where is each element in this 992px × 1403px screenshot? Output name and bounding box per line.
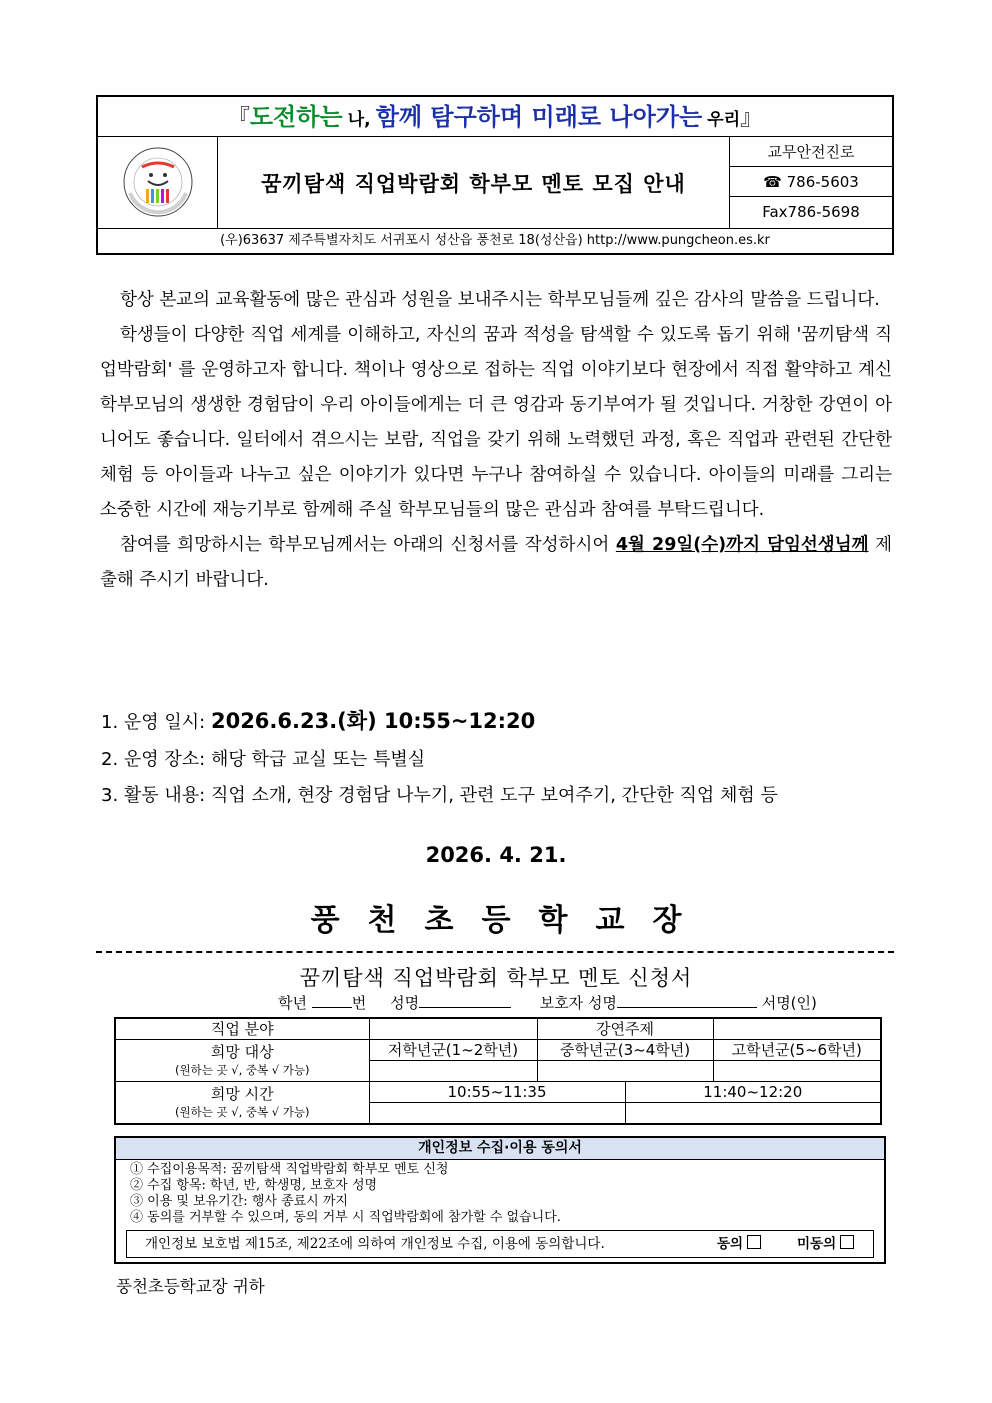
info-location: 2. 운영 장소: 해당 학급 교실 또는 특별실: [101, 749, 426, 770]
department: 교무안전진로: [730, 137, 892, 167]
addressee: 풍천초등학교장 귀하: [116, 1277, 265, 1296]
time-slot-1-check[interactable]: [369, 1103, 625, 1125]
school-logo-icon: [98, 137, 218, 228]
group-low-label: 저학년군(1~2학년): [369, 1040, 537, 1061]
disagree-option: 미동의: [797, 1231, 854, 1257]
privacy-consent: [114, 1136, 886, 1264]
group-low-check[interactable]: [369, 1061, 537, 1082]
school-address: (우)63637 제주특별자치도 서귀포시 성산읍 풍천로 18(성산읍) http://www.pungcheon.es.kr: [98, 228, 892, 253]
lecture-topic-label: 강연주제: [537, 1018, 713, 1040]
schedule-datetime: 2026.6.23.(화) 10:55~12:20: [210, 709, 536, 733]
consent-statement: 개인정보 보호법 제15조, 제22조에 의하여 개인정보 수집, 이용에 동의합니다.: [145, 1236, 605, 1252]
contact-info: [730, 137, 892, 228]
slogan-part-2: 나,: [347, 110, 371, 130]
consent-item: ④ 동의를 거부할 수 있으며, 동의 거부 시 직업박람회에 참가할 수 없습니다.: [130, 1210, 561, 1225]
time-slot-1-label: 10:55~11:35: [369, 1082, 625, 1103]
agree-option: 동의: [717, 1231, 761, 1257]
slogan-part-1: 도전하는: [249, 103, 343, 131]
school-slogan: 『도전하는 나, 함께 탐구하며 미래로 나아가는 우리』: [98, 97, 892, 137]
consent-item: ③ 이용 및 보유기간: 행사 종료시 까지: [130, 1194, 348, 1209]
form-fields: 학년 번 성명 보호자 성명 서명(인): [278, 994, 817, 1012]
consent-items: [130, 1162, 561, 1226]
document-date: 2026. 4. 21.: [425, 843, 567, 867]
job-field-label: 직업 분야: [115, 1018, 369, 1040]
group-high-check[interactable]: [713, 1061, 881, 1082]
document-title: 꿈끼탐색 직업박람회 학부모 멘토 모집 안내: [218, 137, 730, 228]
disagree-checkbox[interactable]: [840, 1235, 854, 1249]
school-logo: [98, 137, 218, 228]
phone-number: ☎ 786-5603: [730, 167, 892, 197]
time-slot-2-label: 11:40~12:20: [625, 1082, 881, 1103]
fax-number: Fax786-5698: [762, 203, 860, 221]
consent-item: ① 수집이용목적: 꿈끼탐색 직업박람회 학부모 멘토 신청: [130, 1162, 449, 1177]
deadline: 4월 29일(수)까지 담임선생님께: [615, 535, 869, 555]
guardian-name-field[interactable]: [617, 993, 757, 1008]
consent-statement-box: [126, 1230, 874, 1258]
principal-title: 풍천초등학교장: [310, 903, 710, 938]
paragraph-greeting: 항상 본교의 교육활동에 많은 관심과 성원을 보내주시는 학부모님들께 깊은 감사의 말씀을 드립니다.: [120, 290, 880, 310]
time-label: 희망 시간 (원하는 곳 √, 중복 √ 가능): [115, 1082, 369, 1125]
group-mid-check[interactable]: [537, 1061, 713, 1082]
paragraph-purpose: 학생들이 다양한 직업 세계를 이해하고, 자신의 꿈과 적성을 탐색할 수 있도록 돕기 위해 '꿈끼탐색 직업박람회' 를 운영하고자 합니다. 책이나 영상으로 접하는 직업 이야기보다 현장에서 직접 활약하고 계신 학부모님의 생생한 경험담이 우리 아이들에게는 더 큰 영감과 동기부여가 될 것입니다. 거창한 강연이 아니어도 좋습니다. 일터에서 겪으시는 보람, 직업을 갖기 위해 노력했던 과정, 혹은 직업과 관련된 간단한 체험 등 아이들과 나누고 싶은 이야기가 있다면 누구나 참여하실 수 있습니다. 아이들의 미래를 그리는 소중한 시간에 재능기부로 함께해 주실 학부모님들의 많은 관심과 참여를 부탁드립니다.: [100, 325, 892, 520]
cut-line: [96, 951, 894, 953]
slogan-part-3: 함께 탐구하며 미래로 나아가는: [375, 103, 703, 131]
lecture-topic-input[interactable]: [713, 1018, 881, 1040]
application-table: [114, 1017, 882, 1125]
letterhead: [96, 95, 894, 255]
job-field-input[interactable]: [369, 1018, 537, 1040]
time-slot-2-check[interactable]: [625, 1103, 881, 1125]
class-field[interactable]: [312, 993, 352, 1008]
consent-title: 개인정보 수집·이용 동의서: [116, 1138, 884, 1160]
paragraph-request: 참여를 희망하시는 학부모님께서는 아래의 신청서를 작성하시어 4월 29일(수)까지 담임선생님께 제출해 주시기 바랍니다.: [100, 535, 893, 590]
student-name-field[interactable]: [419, 993, 511, 1008]
info-schedule: 1. 운영 일시: 2026.6.23.(화) 10:55~12:20: [101, 709, 536, 733]
consent-item: ② 수집 항목: 학년, 반, 학생명, 보호자 성명: [130, 1178, 378, 1193]
slogan-part-4: 우리: [707, 110, 741, 130]
target-label: 희망 대상 (원하는 곳 √, 중복 √ 가능): [115, 1040, 369, 1082]
group-high-label: 고학년군(5~6학년): [713, 1040, 881, 1061]
form-title: 꿈끼탐색 직업박람회 학부모 멘토 신청서: [299, 966, 693, 990]
letter-body: [100, 283, 892, 598]
group-mid-label: 중학년군(3~4학년): [537, 1040, 713, 1061]
signature-field[interactable]: 서명(인): [761, 994, 817, 1012]
info-activities: 3. 활동 내용: 직업 소개, 현장 경험담 나누기, 관련 도구 보여주기, 간단한 직업 체험 등: [101, 785, 778, 806]
agree-checkbox[interactable]: [747, 1235, 761, 1249]
